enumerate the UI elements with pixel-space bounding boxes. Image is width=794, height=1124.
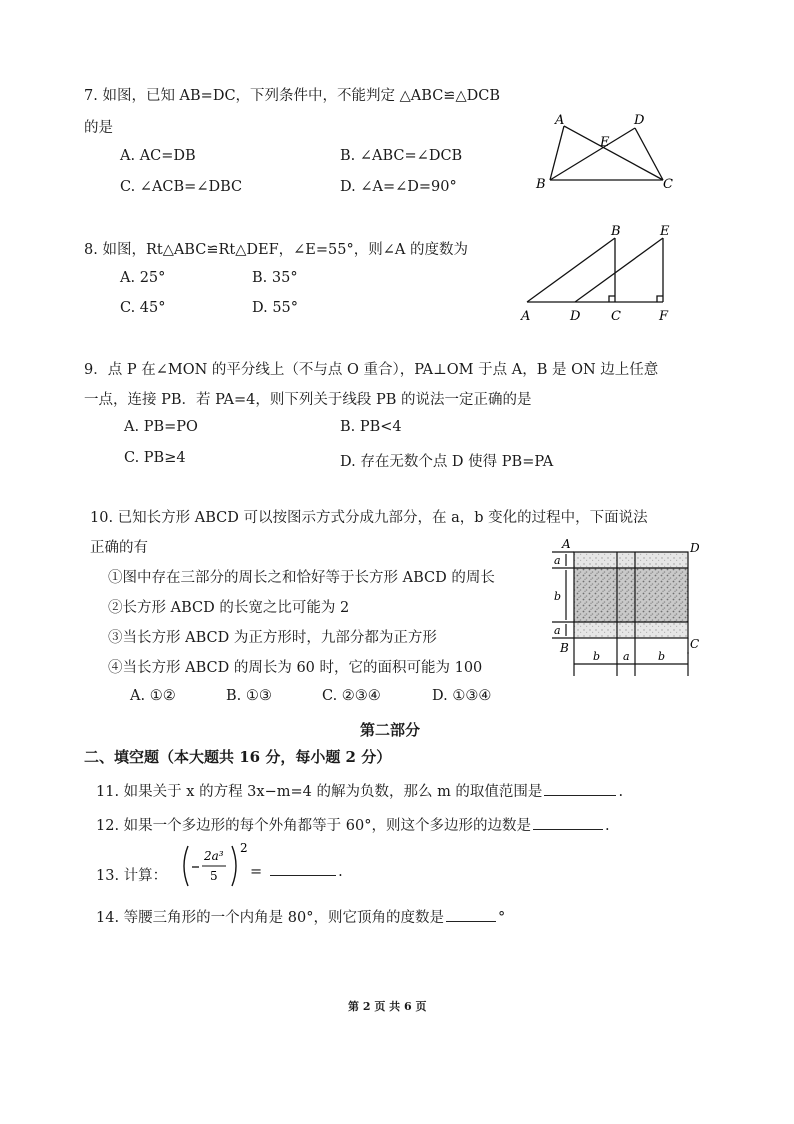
q10-label-bottom-a: a [623,650,630,663]
q8-figure [515,220,685,330]
q13-numerator: 2a³ [204,849,224,863]
q12 [96,814,610,835]
q7-option-d: D. ∠A=∠D=90° [340,179,457,195]
q12-text: 12. 如果一个多边形的每个外角都等于 60°，则这个多边形的边数是 [96,818,531,834]
q14-answer-blank[interactable] [446,920,496,922]
q9-option-a: A. PB=PO [124,419,198,435]
q8-label-c: C [611,309,621,324]
q7-label-b: B [536,177,546,192]
q11-answer-blank[interactable] [544,794,616,796]
q13-end: . [338,864,343,880]
q13-prefix: 13. 计算： [96,868,168,884]
q10-label-d: D [690,541,700,555]
q9-stem-line1: 9．点 P 在∠MON 的平分线上（不与点 O 重合），PA⊥OM 于点 A，B 是 ON 边上任意 [84,362,659,378]
section-fill-in-header: 二、填空题（本大题共 16 分，每小题 2 分） [84,748,392,766]
q7-option-c: C. ∠ACB=∠DBC [120,179,243,195]
q14-text: 14. 等腰三角形的一个内角是 80°，则它顶角的度数是 [96,910,444,926]
q10-option-b: B. ①③ [226,688,272,704]
q7-stem-line1: 7. 如图，已知 AB=DC，下列条件中，不能判定 △ABC≌△DCB [84,88,500,104]
q10-statement-2: ②长方形 ABCD 的长宽之比可能为 2 [108,600,350,616]
q10-stem-line2: 正确的有 [90,540,148,556]
q10-statement-4: ④当长方形 ABCD 的周长为 60 时，它的面积可能为 100 [108,660,483,676]
q9-option-b: B. PB<4 [340,419,402,435]
q8-option-c: C. 45° [120,300,166,316]
q9-option-c: C. PB≥4 [124,450,186,466]
q10-label-b: B [560,641,569,655]
q7-option-a: A. AC=DB [120,148,196,164]
q14 [96,906,505,927]
q7-label-a: A [555,113,565,128]
q7-label-d: D [634,113,645,128]
part2-title: 第二部分 [360,721,421,739]
q7-label-c: C [663,177,673,192]
q10-label-a: A [562,538,571,551]
q10-label-bottom-b-right: b [658,650,666,663]
q10-figure [540,538,710,680]
q11-end: . [618,784,624,800]
q10-statement-1: ①图中存在三部分的周长之和恰好等于长方形 ABCD 的周长 [108,570,495,586]
q10-option-a: A. ①② [130,688,176,704]
q10-statement-3: ③当长方形 ABCD 为正方形时，九部分都为正方形 [108,630,437,646]
q8-label-a: A [521,309,531,324]
q13-equals-line [250,864,343,880]
q13-answer-blank[interactable] [270,874,336,876]
q10-label-bottom-b-left: b [593,650,601,663]
q8-stem: 8. 如图，Rt△ABC≌Rt△DEF，∠E=55°，则∠A 的度数为 [84,242,468,258]
q12-answer-blank[interactable] [533,828,603,830]
q9-stem-line2: 一点，连接 PB．若 PA=4，则下列关于线段 PB 的说法一定正确的是 [84,392,532,408]
q7-option-b: B. ∠ABC=∠DCB [340,148,463,164]
q10-label-left-a-bottom: a [554,624,561,637]
q8-option-b: B. 35° [252,270,298,286]
q13-denominator: 5 [210,869,218,883]
page-footer: 第 2 页 共 6 页 [348,1000,427,1013]
q7-label-e: E [600,135,610,150]
q13-exponent: 2 [240,841,248,855]
q10-stem-line1: 10. 已知长方形 ABCD 可以按图示方式分成九部分，在 a，b 变化的过程中，下面说法 [90,510,648,526]
q10-label-left-b: b [554,590,562,603]
q10-option-d: D. ①③④ [432,688,492,704]
q8-label-b: B [611,224,621,239]
q12-end: . [604,818,610,834]
q11 [96,780,623,801]
q8-option-d: D. 55° [252,300,299,316]
q8-label-f: F [659,309,669,324]
q10-label-c: C [690,637,700,651]
q14-end: ° [497,910,506,926]
q10-option-c: C. ②③④ [322,688,381,704]
q13-equals: = [250,864,263,880]
q9-option-d: D. 存在无数个点 D 使得 PB=PA [340,454,554,470]
q8-option-a: A. 25° [120,270,166,286]
q8-label-e: E [660,224,670,239]
q7-stem-line2: 的是 [84,120,113,136]
q8-label-d: D [570,309,581,324]
q7-figure [530,108,680,200]
q10-label-left-a-top: a [554,554,561,567]
q11-text: 11. 如果关于 x 的方程 3x−m=4 的解为负数，那么 m 的取值范围是 [96,784,543,800]
